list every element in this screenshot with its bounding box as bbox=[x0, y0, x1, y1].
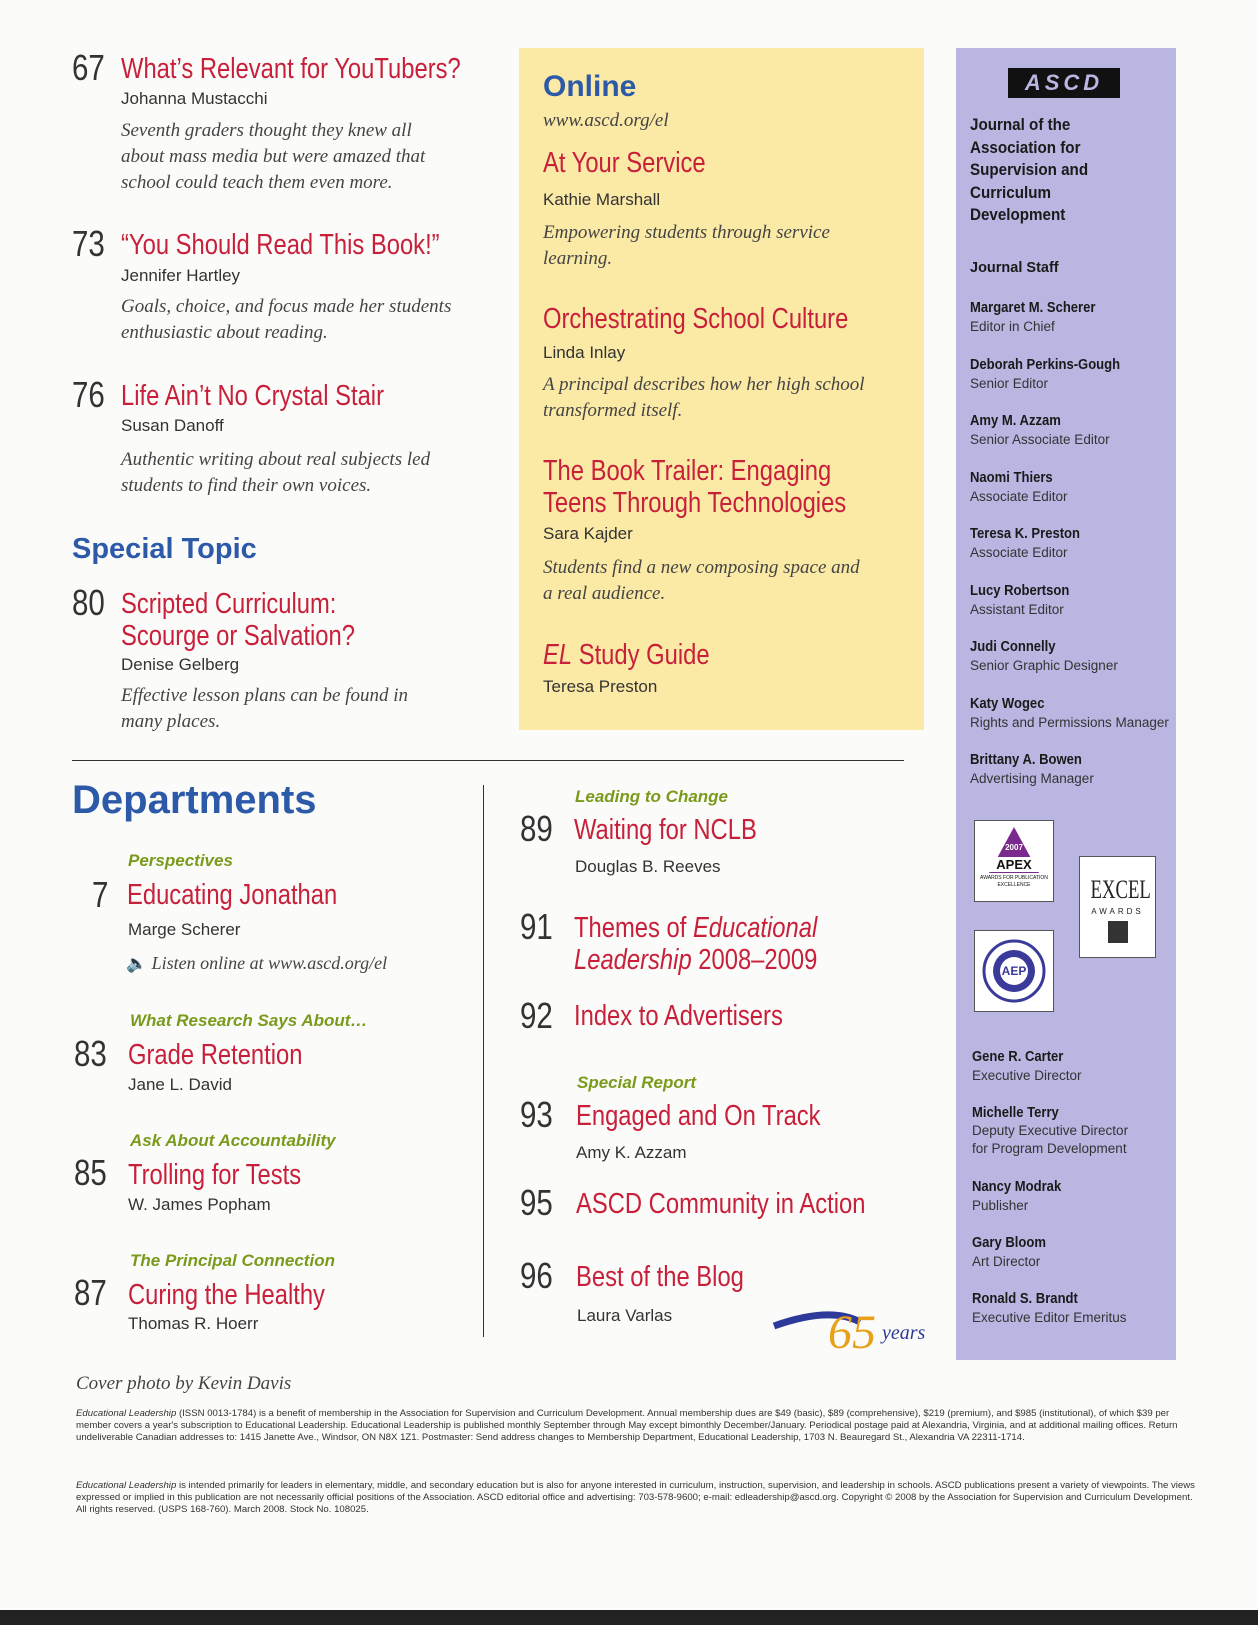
executive-entry: Gary Bloom Art Director bbox=[972, 1235, 1046, 1269]
listen-online[interactable] bbox=[126, 950, 387, 976]
legal-paragraph-2 bbox=[76, 1480, 1196, 1516]
title-part: Themes of bbox=[574, 912, 693, 944]
apex-award-badge bbox=[974, 820, 1054, 902]
staff-entry: Amy M. Azzam Senior Associate Editor bbox=[970, 413, 1110, 447]
cover-credit: Cover photo by Kevin Davis bbox=[76, 1373, 292, 1394]
article-author: Susan Danoff bbox=[121, 416, 224, 435]
executive-entry: Nancy Modrak Publisher bbox=[972, 1179, 1062, 1213]
executive-entry: Michelle Terry Deputy Executive Director for Program Development bbox=[972, 1105, 1129, 1156]
excel-subtitle: AWARDS bbox=[1091, 907, 1144, 916]
online-item-description: Students find a new composing space and a real audience. bbox=[543, 557, 860, 604]
department-title[interactable]: Waiting for NCLB bbox=[574, 814, 757, 846]
article-author: Denise Gelberg bbox=[121, 655, 240, 674]
online-item-title-line2[interactable]: Teens Through Technologies bbox=[543, 487, 847, 519]
department-kicker: Leading to Change bbox=[575, 787, 728, 806]
department-kicker: Special Report bbox=[577, 1073, 697, 1092]
excel-award-badge bbox=[1079, 856, 1156, 958]
online-item-author: Teresa Preston bbox=[543, 677, 658, 696]
department-author: Thomas R. Hoerr bbox=[128, 1314, 259, 1333]
title-rest: Study Guide bbox=[572, 639, 710, 671]
article-title[interactable]: Life Ain’t No Crystal Stair bbox=[121, 380, 385, 412]
article-title-line2[interactable]: Scourge or Salvation? bbox=[121, 620, 355, 652]
page-number: 93 bbox=[520, 1094, 553, 1135]
legal-text: is intended primarily for leaders in elementary, middle, and secondary education but is also for anyone interested in curriculum, instruction, supervision, and leadership in schools. ASCD publications present a variety of viewpoints. The views expressed or implied in this publication are not necessarily official positions of the Association. ASCD editorial office and advertising: 703-578-9600; e-mail: edleadership@ascd.org. Copyright © 2008 by the Association for Supervision and Curriculum Development. All rights reserved. (USPS 168-760). March 2008. Stock No. 108025. bbox=[76, 1480, 1195, 1515]
page-number: 7 bbox=[92, 874, 109, 915]
department-title[interactable]: Best of the Blog bbox=[576, 1261, 744, 1293]
online-item-author: Sara Kajder bbox=[543, 524, 633, 543]
page-number: 95 bbox=[520, 1182, 553, 1223]
section-divider bbox=[72, 760, 904, 761]
department-author: Jane L. David bbox=[128, 1075, 232, 1094]
staff-entry: Teresa K. Preston Associate Editor bbox=[970, 526, 1081, 560]
online-item-title[interactable] bbox=[543, 640, 710, 672]
department-author: Douglas B. Reeves bbox=[575, 857, 721, 876]
ascd-logo bbox=[1008, 68, 1120, 98]
department-author: W. James Popham bbox=[128, 1195, 271, 1214]
article-title[interactable]: “You Should Read This Book!” bbox=[121, 229, 440, 261]
department-kicker: Perspectives bbox=[128, 851, 233, 870]
page-number: 91 bbox=[520, 906, 553, 947]
department-title[interactable]: Engaged and On Track bbox=[576, 1100, 821, 1132]
special-topic-heading: Special Topic bbox=[72, 533, 257, 565]
online-item-description: A principal describes how her high school transformed itself. bbox=[543, 374, 865, 421]
legal-paragraph-1 bbox=[76, 1408, 1196, 1444]
staff-entry: Katy Wogec Rights and Permissions Manager bbox=[970, 695, 1169, 730]
article-author: Jennifer Hartley bbox=[121, 266, 241, 285]
listen-online-text: Listen online at www.ascd.org/el bbox=[151, 953, 388, 973]
department-title[interactable]: ASCD Community in Action bbox=[576, 1188, 866, 1220]
column-divider bbox=[483, 785, 484, 1337]
legal-text: (ISSN 0013-1784) is a benefit of membership in the Association for Supervision and Curriculum Development. Annual membership dues are $49 (basic), $89 (comprehensive), $219 (premium), and $985 (institutional), of which $39 per member covers a year's subscription to Educational Leadership. Educational Leadership is published monthly September through May except bimonthly December/January. Periodical postage paid at Alexandria, Virginia, and at additional mailing offices. Return undeliverable Canadian addresses to: 1415 Janette Ave., Windsor, ON N8X 1Z1. Postmaster: Send address changes to Membership Department, Educational Leadership, 1703 N. Beauregard St., Alexandria VA 22311-1714. bbox=[76, 1408, 1178, 1443]
page-number: 67 bbox=[72, 47, 105, 88]
online-item-author: Linda Inlay bbox=[543, 343, 626, 362]
apex-subtitle: AWARDS FOR PUBLICATION EXCELLENCE bbox=[980, 875, 1048, 888]
excel-label: EXCEL bbox=[1090, 875, 1151, 904]
online-item-title[interactable]: Orchestrating School Culture bbox=[543, 303, 849, 335]
page-number: 83 bbox=[74, 1033, 107, 1074]
department-kicker: What Research Says About… bbox=[130, 1011, 368, 1030]
legal-italic: Educational Leadership bbox=[76, 1408, 177, 1419]
departments-heading: Departments bbox=[72, 778, 317, 822]
staff-entry: Judi Connelly Senior Graphic Designer bbox=[970, 639, 1118, 673]
staff-entry: Brittany A. Bowen Advertising Manager bbox=[970, 752, 1094, 786]
staff-entry: Margaret M. Scherer Editor in Chief bbox=[970, 300, 1096, 334]
svg-text:65: 65 bbox=[828, 1306, 876, 1358]
title-italic: Educational bbox=[692, 912, 818, 944]
page-edge bbox=[0, 1610, 1258, 1625]
page-number: 85 bbox=[74, 1152, 107, 1193]
ascd-logo-text: ASCD bbox=[1024, 70, 1104, 95]
staff-entry: Lucy Robertson Assistant Editor bbox=[970, 582, 1070, 617]
legal-italic: Educational Leadership bbox=[76, 1480, 177, 1491]
aep-award-badge bbox=[974, 930, 1054, 1012]
title-italic: Leadership bbox=[574, 944, 692, 976]
article-description: Effective lesson plans can be found in many places. bbox=[121, 685, 409, 732]
department-title[interactable]: Curing the Healthy bbox=[128, 1279, 325, 1311]
staff-list bbox=[970, 298, 1170, 807]
online-item-author: Kathie Marshall bbox=[543, 190, 661, 209]
page-number: 92 bbox=[520, 995, 553, 1036]
department-title[interactable]: Index to Advertisers bbox=[574, 1000, 783, 1032]
department-author: Laura Varlas bbox=[577, 1306, 673, 1325]
department-kicker: Ask About Accountability bbox=[130, 1131, 336, 1150]
aep-label: AEP bbox=[1001, 964, 1027, 978]
executive-list bbox=[972, 1047, 1172, 1345]
online-panel bbox=[519, 48, 924, 730]
title-italic: EL bbox=[543, 639, 573, 671]
article-description: Authentic writing about real subjects led students to find their own voices. bbox=[121, 449, 431, 496]
page-number: 73 bbox=[72, 223, 105, 264]
staff-entry: Deborah Perkins-Gough Senior Editor bbox=[970, 356, 1121, 391]
page-number: 87 bbox=[74, 1272, 107, 1313]
page-number: 76 bbox=[72, 374, 105, 415]
department-author: Amy K. Azzam bbox=[576, 1143, 687, 1162]
article-author: Johanna Mustacchi bbox=[121, 89, 268, 108]
online-heading: Online bbox=[543, 70, 637, 103]
ascd-65-years-emblem bbox=[770, 1296, 930, 1358]
department-title-line2[interactable] bbox=[574, 945, 817, 977]
online-item-title[interactable]: At Your Service bbox=[543, 147, 706, 179]
excel-emblem-icon bbox=[1108, 921, 1128, 943]
staff-entry: Naomi Thiers Associate Editor bbox=[970, 469, 1068, 504]
article-title-line1[interactable]: Scripted Curriculum: bbox=[121, 588, 337, 620]
executive-entry: Ronald S. Brandt Executive Editor Emeritus bbox=[972, 1291, 1127, 1325]
article-title[interactable]: What’s Relevant for YouTubers? bbox=[121, 53, 461, 85]
staff-sidebar bbox=[956, 48, 1176, 1360]
title-part: 2008–2009 bbox=[691, 944, 818, 976]
department-author: Marge Scherer bbox=[128, 920, 241, 939]
department-title[interactable]: Educating Jonathan bbox=[127, 879, 338, 911]
speaker-icon: 🔈 bbox=[126, 954, 148, 973]
online-item-description: Empowering students through service learning. bbox=[543, 222, 830, 269]
page-number: 89 bbox=[520, 808, 553, 849]
apex-year: 2007 bbox=[1005, 843, 1023, 852]
article-description: Seventh graders thought they knew all about mass media but were amazed that school could teach them even more. bbox=[121, 120, 426, 193]
department-title-line1[interactable] bbox=[574, 913, 817, 945]
article-description: Goals, choice, and focus made her students enthusiastic about reading. bbox=[121, 296, 452, 343]
online-item-title-line1[interactable]: The Book Trailer: Engaging bbox=[543, 455, 832, 487]
department-kicker: The Principal Connection bbox=[130, 1251, 335, 1270]
apex-label: APEX bbox=[975, 857, 1053, 872]
page-number: 96 bbox=[520, 1255, 553, 1296]
page-number: 80 bbox=[72, 582, 105, 623]
executive-entry: Gene R. Carter Executive Director bbox=[972, 1049, 1082, 1083]
journal-title: Journal of the Association for Supervision and Curriculum Development bbox=[970, 116, 1089, 224]
staff-heading: Journal Staff bbox=[970, 260, 1059, 276]
online-url[interactable]: www.ascd.org/el bbox=[543, 110, 669, 131]
years-text: years bbox=[882, 1322, 926, 1344]
department-title[interactable]: Trolling for Tests bbox=[128, 1159, 302, 1191]
department-title[interactable]: Grade Retention bbox=[128, 1039, 303, 1071]
